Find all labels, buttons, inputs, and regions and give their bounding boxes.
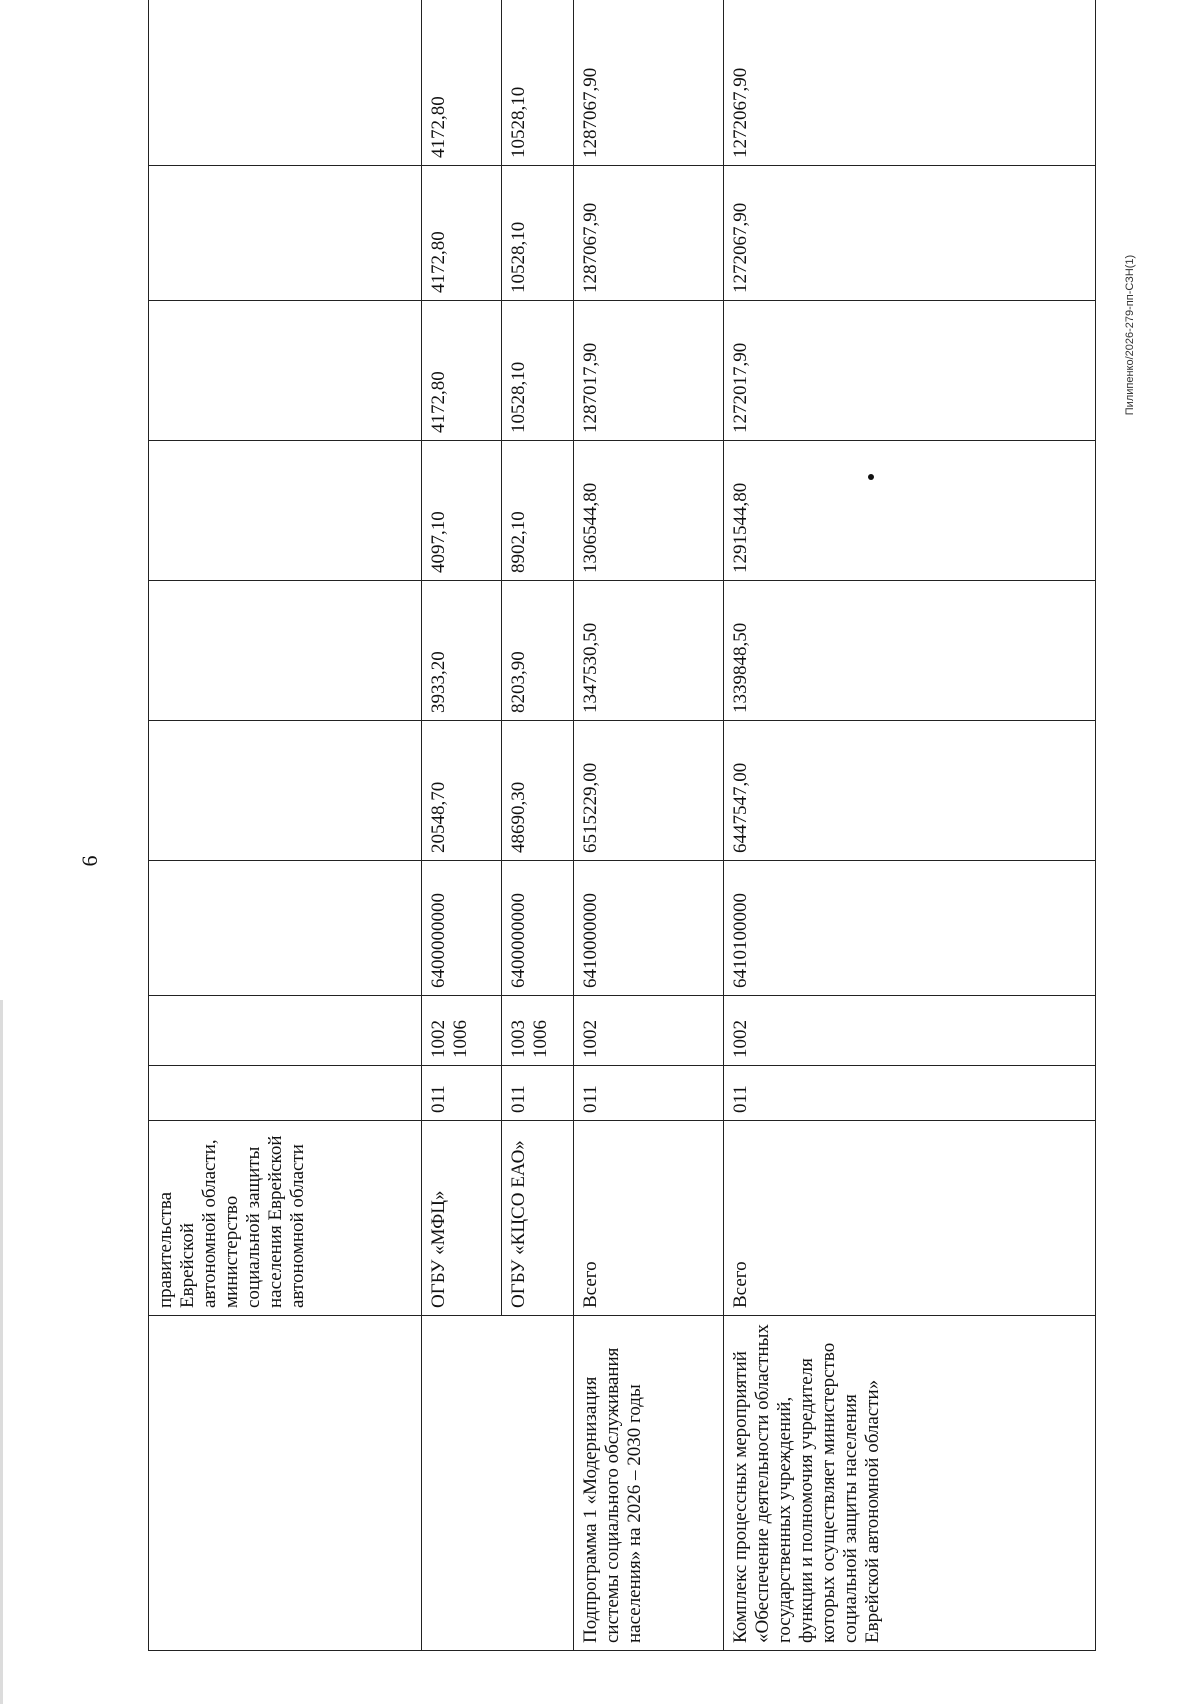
rzpr-cell: 1002 1006 (422, 996, 502, 1066)
grbs-cell: 011 (724, 1066, 1096, 1121)
year-2027-cell: 4097,10 (422, 441, 502, 581)
year-2030-cell: 1272067,90 (724, 0, 1096, 166)
table-row (149, 0, 422, 1651)
year-2028-cell: 1287017,90 (574, 301, 724, 441)
year-2029-cell: 1287067,90 (574, 166, 724, 301)
program-cell: Подпрограмма 1 «Модернизация системы социального обслуживания населения» на 2026 – 2030 годы (574, 1316, 724, 1651)
csr-cell: 6410000000 (574, 861, 724, 996)
year-2028-cell: 1272017,90 (724, 301, 1096, 441)
year-2028-cell: 4172,80 (422, 301, 502, 441)
page-number: 6 (77, 855, 102, 867)
table-row (422, 0, 502, 1651)
year-2030-cell: 1287067,90 (574, 0, 724, 166)
rzpr-cell: 1002 (724, 996, 1096, 1066)
scan-edge-line (0, 1000, 3, 1704)
total-cell: 6515229,00 (574, 721, 724, 861)
grbs-cell: 011 (422, 1066, 502, 1121)
program-cell: Комплекс процессных мероприятий «Обеспечение деятельности областных государственных учреждений, функции и полномочия учредителя которых осуществляет министерство социальной защиты населения Еврейской автономной области» (724, 1316, 1096, 1651)
total-cell: 48690,30 (502, 721, 574, 861)
table-container (148, 28, 1100, 1651)
scan-speck (868, 474, 874, 480)
year-2029-cell (149, 166, 422, 301)
table-row (502, 0, 574, 1651)
year-2028-cell: 10528,10 (502, 301, 574, 441)
year-2027-cell: 8902,10 (502, 441, 574, 581)
year-2030-cell: 10528,10 (502, 0, 574, 166)
year-2027-cell: 1306544,80 (574, 441, 724, 581)
grbs-cell (149, 1066, 422, 1121)
year-2029-cell: 1272067,90 (724, 166, 1096, 301)
table-row (724, 0, 1096, 1651)
total-cell: 20548,70 (422, 721, 502, 861)
grbs-cell: 011 (502, 1066, 574, 1121)
rzpr-cell: 1002 (574, 996, 724, 1066)
year-2026-cell (149, 581, 422, 721)
program-cell (502, 1316, 574, 1651)
rzpr-cell (149, 996, 422, 1066)
table-row (574, 0, 724, 1651)
csr-cell: 6400000000 (422, 861, 502, 996)
year-2026-cell: 1347530,50 (574, 581, 724, 721)
total-cell (149, 721, 422, 861)
document-code-text: Пилипенко/2026-279-пп-СЗН(1) (1124, 254, 1136, 416)
csr-cell (149, 861, 422, 996)
year-2029-cell: 4172,80 (422, 166, 502, 301)
rzpr-cell: 1003 1006 (502, 996, 574, 1066)
executor-cell: правительства Еврейской автономной области, министерство социальной защиты населения Еврейской автономной области (149, 1121, 422, 1316)
year-2027-cell (149, 441, 422, 581)
executor-cell: Всего (724, 1121, 1096, 1316)
executor-cell: ОГБУ «МФЦ» (422, 1121, 502, 1316)
year-2026-cell: 3933,20 (422, 581, 502, 721)
csr-cell: 6400000000 (502, 861, 574, 996)
total-cell: 6447547,00 (724, 721, 1096, 861)
executor-cell: Всего (574, 1121, 724, 1316)
year-2029-cell: 10528,10 (502, 166, 574, 301)
year-2026-cell: 1339848,50 (724, 581, 1096, 721)
year-2026-cell: 8203,90 (502, 581, 574, 721)
grbs-cell: 011 (574, 1066, 724, 1121)
budget-table (148, 0, 1096, 1651)
csr-cell: 6410100000 (724, 861, 1096, 996)
year-2027-cell: 1291544,80 (724, 441, 1096, 581)
year-2030-cell: 4172,80 (422, 0, 502, 166)
year-2028-cell (149, 301, 422, 441)
program-cell (422, 1316, 502, 1651)
year-2030-cell (149, 0, 422, 166)
executor-cell: ОГБУ «КЦСО ЕАО» (502, 1121, 574, 1316)
program-cell (149, 1316, 422, 1651)
